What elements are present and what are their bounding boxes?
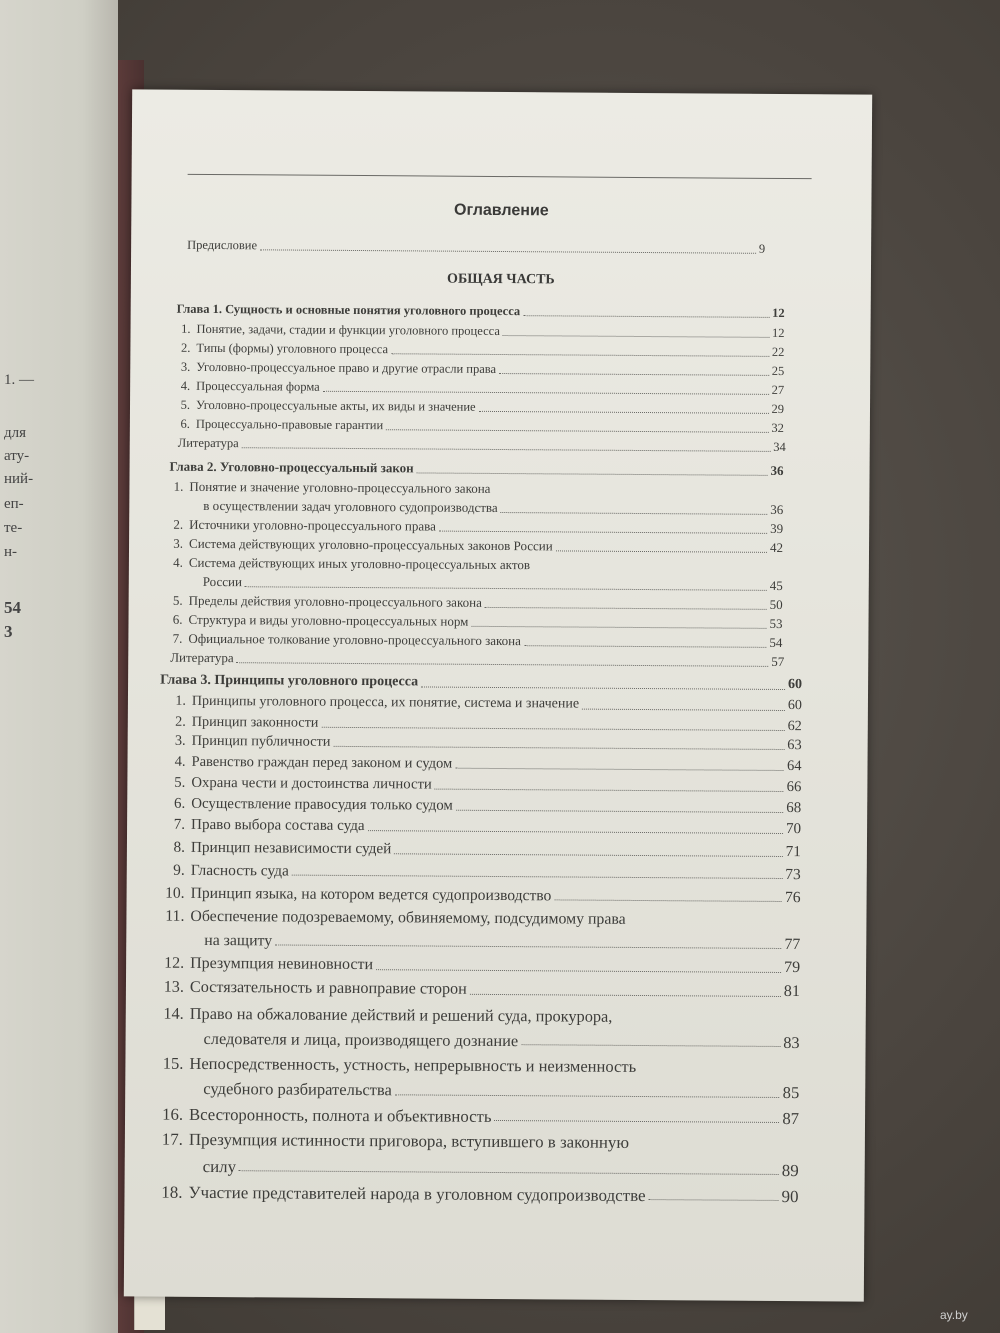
entry-number: 7. [173,817,186,834]
entry-title: Глава 2. Уголовно-процессуальный закон [169,458,414,476]
entry-number: 5. [172,592,183,608]
toc-entry [178,436,786,455]
leader-dots [376,969,781,973]
entry-title: Участие представителей народа в уголовном судопроизводстве [188,1182,646,1205]
page-number: 64 [786,757,802,774]
chapter-entry [170,459,784,479]
entry-title: Равенство граждан перед законом и судом [191,753,453,772]
page-number: 27 [771,382,785,397]
entry-title: Процессуальная форма [196,378,320,394]
toc-entry [176,360,784,379]
leader-dots [391,353,769,357]
entry-title: Право на обжалование действий и решений суда, прокурора, [189,1003,613,1026]
toc-entry [169,555,530,574]
left-page-text: те- [4,520,23,536]
entry-number: 6. [174,795,186,812]
toc-entry [159,817,801,838]
entry-title: Литература [177,435,239,451]
leader-dots [239,1170,779,1175]
left-page [0,0,118,1333]
page-number: 45 [769,577,783,593]
toc-entry-continued [203,1079,799,1103]
page-number: 70 [785,821,802,838]
leader-dots [554,900,782,903]
leader-dots [471,625,766,628]
entry-number: 2. [180,340,191,355]
toc-entry [157,1104,799,1128]
entry-number: 3. [180,359,191,374]
page-number: 22 [771,344,785,359]
toc-entry [176,379,784,398]
page-number: 29 [771,401,785,416]
entry-number: 2. [175,713,186,730]
entry-title: Всесторонность, полнота и объективность [189,1104,492,1126]
page-number: 79 [784,959,801,977]
leader-dots [649,1199,779,1201]
leader-dots [421,686,785,690]
entry-number: 16. [162,1104,184,1124]
leader-dots [395,1094,780,1098]
leader-dots [435,788,784,791]
page-number: 54 [769,634,783,650]
leader-dots [394,853,782,857]
entry-title: Типы (формы) уголовного процесса [196,340,389,357]
entry-number: 14. [163,1003,184,1023]
toc-entry [159,774,801,795]
leader-dots [521,1045,780,1048]
toc-entry [158,908,625,929]
entry-number: 13. [163,979,185,997]
page-number: 50 [769,596,783,612]
entry-title: Источники уголовно-процессуального права [189,516,436,534]
toc-entry [159,884,801,906]
entry-number: 2. [173,516,184,532]
toc-entry [156,1183,798,1207]
toc-entry-continued [203,574,783,594]
leader-dots [501,512,768,515]
entry-title: Понятие, задачи, стадии и функции уголовного процесса [196,321,500,339]
entry-number: 3. [173,535,184,551]
toc-entry [176,398,784,417]
page-number: 32 [771,420,784,435]
page-number: 68 [786,799,802,816]
leader-dots [417,472,768,475]
page-number: 53 [769,615,783,631]
entry-title: Уголовно-процессуальные акты, их виды и значение [195,397,476,414]
chapter-entry [160,673,802,693]
entry-title: Литература [170,649,234,666]
left-page-text: для [4,425,27,441]
entry-title: Презумпция невиновности [190,955,374,974]
page-number: 42 [769,539,784,555]
entry-number: 18. [161,1182,183,1202]
page-number: 71 [785,843,801,861]
entry-title: Принцип публичности [191,733,331,751]
entry-number: 11. [165,907,185,925]
leader-dots [386,429,768,433]
page-number: 73 [785,865,801,883]
toc-entry [159,753,801,774]
entry-title: Система действующих уголовно-процессуальных законов России [189,535,553,554]
entry-number: 4. [180,378,191,393]
leader-dots [503,335,769,338]
page-number: 81 [783,983,800,1001]
entry-number: 9. [173,861,185,879]
leader-dots [523,315,769,318]
toc-entry [169,536,783,556]
leader-dots [245,586,767,591]
leader-dots [321,726,784,730]
toc-entry [168,612,782,632]
toc-entry [158,979,800,1001]
entry-title: Принцип независимости судей [190,839,392,858]
page-number: 83 [783,1032,800,1053]
entry-title: Принципы уголовного процесса, их понятие, система и значение [191,693,580,712]
toc-entry [170,650,784,670]
entry-title: Структура и виды уголовно-процессуальных норм [188,611,469,629]
page-number: 60 [788,677,803,693]
entry-title: Осуществление правосудия только судом [191,795,453,814]
entry-title: Право выбора состава суда [191,817,365,835]
entry-title: Обеспечение подозреваемому, обвиняемому, подсудимому права [190,907,626,928]
chapter-entry [177,302,785,321]
leader-dots [439,530,767,533]
toc-entry [160,733,802,754]
toc-entry [187,238,765,257]
header-rule [188,174,812,179]
toc-entry [157,1054,636,1077]
toc-entry [176,322,784,341]
leader-dots [292,875,782,879]
entry-title: Понятие и значение уголовно-процессуального закона [189,478,491,496]
toc-entry [159,795,801,816]
page-number: 87 [782,1108,800,1128]
toc-entry [158,955,800,977]
left-page-text: 54 [4,598,21,617]
toc-entry [169,517,783,537]
toc-entry [157,1130,629,1153]
page-number: 39 [770,520,784,536]
entry-number: 5. [174,774,186,791]
entry-number: 15. [162,1053,184,1073]
leader-dots [582,708,785,710]
leader-dots [323,391,769,395]
entry-number: 3. [174,733,186,750]
toc-entry [160,713,802,734]
left-page-text: н- [4,544,18,560]
entry-title: Уголовно-процессуальное право и другие отрасли права [196,359,497,376]
entry-number: 5. [180,397,191,412]
entry-title: Гласность суда [190,861,289,880]
toc-entry-continued [203,1157,799,1181]
entry-number: 1. [181,321,191,336]
entry-title: Пределы действия уголовно-процессуального закона [188,592,482,610]
page-number: 36 [770,462,784,478]
entry-number: 4. [173,554,183,570]
page-number: 66 [786,778,802,795]
entry-number: 6. [172,611,183,627]
entry-number: 12. [164,954,185,973]
watermark: ay.by [940,1308,968,1322]
toc-entry-continued [204,932,800,954]
leader-dots [494,1120,779,1123]
toc-entry [159,861,801,883]
toc-entry [169,479,490,497]
leader-dots [456,809,783,812]
page-number: 63 [787,737,802,754]
leader-dots [479,411,769,414]
toc-title: Оглавление [453,201,549,220]
page-number: 76 [784,888,801,906]
leader-dots [275,945,781,950]
entry-title: Охрана чести и достоинства личности [191,774,432,793]
entry-title: Принцип законности [191,713,319,731]
entry-title: Презумпция истинности приговора, вступившего в законную [188,1130,630,1153]
entry-title: Принцип языка, на котором ведется судопроизводство [190,884,552,904]
leader-dots [455,767,784,770]
toc-entry [159,839,801,861]
entry-title: Процессуально-правовые гарантии [195,416,384,433]
page-number: 34 [773,439,786,455]
toc-entry-continued [203,498,783,518]
page-number: 60 [787,698,802,714]
leader-dots [485,606,767,609]
entry-number: 6. [180,416,190,431]
page-number: 25 [771,363,785,378]
entry-title: Официальное толкование уголовно-процессуального закона [188,630,521,649]
toc-entry [169,593,783,613]
toc-entry [176,417,784,436]
leader-dots [524,645,766,648]
entry-title-continued: на защиту [204,931,273,950]
entry-title: Непосредственность, устность, непрерывность и неизменность [189,1053,637,1076]
left-page-text: ату- [4,448,30,464]
leader-dots [333,746,784,750]
leader-dots [237,662,769,667]
page-number: 85 [782,1083,800,1103]
entry-title: Система действующих иных уголовно-процессуальных актов [188,554,531,573]
entry-title-continued: в осуществлении задач уголовного судопроизводства [203,497,498,515]
page-number: 12 [771,325,785,340]
entry-title: Состязательность и равноправие сторон [189,979,467,999]
toc-entry [176,341,784,360]
toc-entry-continued [204,1029,800,1053]
book-page [124,89,872,1301]
entry-number: 10. [165,884,185,902]
page-number: 12 [772,305,785,320]
section-title: ОБЩАЯ ЧАСТЬ [447,271,555,288]
entry-title: Предисловие [187,237,258,253]
left-page-text: 3 [4,622,13,641]
page-number: 9 [758,241,766,256]
entry-title-continued: судебного разбирательства [203,1079,392,1100]
page-number: 36 [770,501,784,517]
page-number: 62 [787,717,802,734]
entry-number: 8. [173,839,185,857]
entry-title: Глава 1. Сущность и основные понятия уголовного процесса [176,301,521,319]
page-number: 89 [781,1160,799,1180]
left-page-text: ний- [4,471,34,487]
entry-title-continued: России [202,573,243,590]
left-page-text: 1. — [4,372,34,388]
entry-title: Глава 3. Принципы уголовного процесса [160,672,419,690]
entry-title-continued: следователя и лица, производящего дознание [203,1028,519,1051]
leader-dots [242,447,770,452]
page-number: 77 [784,935,801,953]
entry-number: 17. [161,1130,183,1150]
entry-number: 4. [174,753,186,770]
entry-title-continued: силу [202,1156,237,1176]
leader-dots [556,550,767,552]
entry-number: 1. [175,693,187,709]
left-page-text: еп- [4,496,24,512]
entry-number: 7. [172,630,183,646]
toc-entry [158,1004,613,1027]
leader-dots [260,249,756,253]
leader-dots [499,373,769,376]
page-number: 57 [771,653,785,669]
entry-number: 1. [173,478,184,494]
toc-entry [160,694,802,714]
leader-dots [368,830,783,834]
page-number: 90 [781,1186,799,1206]
leader-dots [470,994,781,997]
toc-entry [168,631,782,651]
